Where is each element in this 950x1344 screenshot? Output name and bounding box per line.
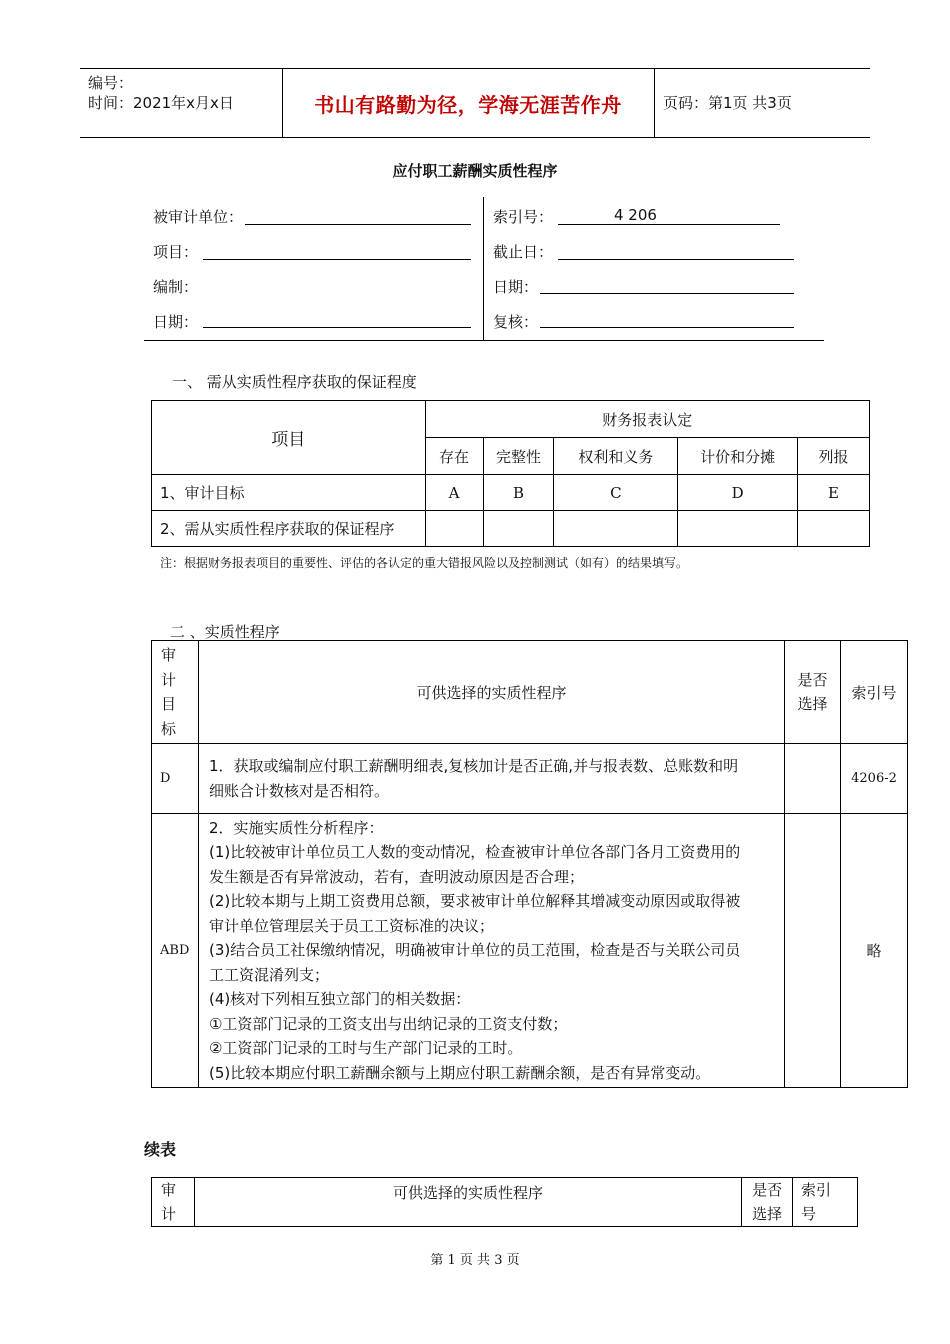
assertion-valuation: 计价和分摊: [678, 438, 798, 475]
cont-procedure-header: 可供选择的实质性程序: [194, 1178, 741, 1227]
time-label: 时间：2021年x月x日: [88, 94, 234, 112]
header-left: [80, 69, 283, 137]
row-audit-goal-label: 1、审计目标: [152, 475, 426, 511]
section2-heading: 二 、实质性程序: [170, 623, 280, 641]
form-divider: [483, 197, 484, 340]
header-motto-cell: [282, 69, 655, 137]
goal-cell: C: [554, 475, 678, 511]
form-bottom-rule: [144, 340, 824, 341]
project-field[interactable]: [203, 258, 471, 260]
continued-label: 续表: [144, 1140, 177, 1159]
item-header: 项目: [152, 401, 426, 475]
assertion-existence: 存在: [425, 438, 483, 475]
date-right-field[interactable]: [540, 292, 794, 294]
assurance-input[interactable]: [425, 511, 483, 547]
page-header: [80, 68, 870, 138]
row-assurance-label: 2、需从实质性程序获取的保证程序: [152, 511, 426, 547]
assertion-header: 财务报表认定: [425, 401, 869, 438]
cutoff-label: 截止日：: [493, 243, 554, 261]
col-select-header: 是否 选择: [785, 641, 841, 744]
page-label: 页码：第1页 共3页: [663, 94, 792, 112]
page-footer: 第 1 页 共 3 页: [430, 1253, 520, 1268]
row1-select[interactable]: [785, 744, 841, 814]
assurance-input[interactable]: [483, 511, 554, 547]
cont-goal-header: 审 计: [152, 1178, 195, 1227]
goal-cell: A: [425, 475, 483, 511]
goal-cell: D: [678, 475, 798, 511]
row2-index: 略: [841, 814, 908, 1088]
goal-cell: B: [483, 475, 554, 511]
assertion-completeness: 完整性: [483, 438, 554, 475]
goal-cell: E: [798, 475, 870, 511]
project-label: 项目：: [153, 243, 199, 261]
assurance-table: [151, 400, 870, 547]
continued-table: [151, 1177, 858, 1227]
document-title: 应付职工薪酬实质性程序: [392, 162, 558, 180]
col-index-header: 索引号: [841, 641, 908, 744]
audited-unit-field[interactable]: [245, 223, 471, 225]
row1-procedure: 1．获取或编制应付职工薪酬明细表,复核加计是否正确,并与报表数、总账数和明 细账合计数核对是否相符。: [198, 744, 784, 814]
date-right-label: 日期：: [493, 278, 539, 296]
row2-select[interactable]: [785, 814, 841, 1088]
assurance-input[interactable]: [798, 511, 870, 547]
assurance-input[interactable]: [678, 511, 798, 547]
motto: 书山有路勤为径，学海无涯苦作舟: [314, 92, 622, 117]
col-goal-header: 审 计 目 标: [152, 641, 199, 744]
procedures-table: [151, 640, 908, 1088]
review-label: 复核：: [493, 313, 539, 331]
assertion-presentation: 列报: [798, 438, 870, 475]
date-left-field[interactable]: [203, 326, 471, 328]
index-value: 4 206: [614, 206, 657, 224]
cont-select-header: 是否 选择: [742, 1178, 793, 1227]
row1-index: 4206-2: [841, 744, 908, 814]
header-right: [655, 69, 870, 137]
row2-goal: ABD: [152, 814, 199, 1088]
assertion-rights: 权利和义务: [554, 438, 678, 475]
number-label: 编号：: [88, 74, 134, 92]
index-field[interactable]: [558, 223, 780, 225]
index-label: 索引号：: [493, 208, 554, 226]
cont-index-header: 索引 号: [793, 1178, 858, 1227]
date-left-label: 日期：: [153, 313, 199, 331]
col-procedure-header: 可供选择的实质性程序: [198, 641, 784, 744]
row2-procedure: 2．实施实质性分析程序： (1)比较被审计单位员工人数的变动情况，检查被审计单位各部门各月工资费用的 发生额是否有异常波动，若有，查明波动原因是否合理； (2)比较本期与上期工资费用总额，要求被审计单位解释其增减变动原因或取得被 审计单位管理层关于员工工资标准的决议； (3)结合员工社保缴纳情况，明确被审计单位的员工范围，检查是否与关联公司员 工工资混淆列支； (4)核对下列相互独立部门的相关数据： ①工资部门记录的工资支出与出纳记录的工资支付数； ②工资部门记录的工时与生产部门记录的工时。 (5)比较本期应付职工薪酬余额与上期应付职工薪酬余额，是否有异常变动。: [198, 814, 784, 1088]
cutoff-field[interactable]: [558, 258, 794, 260]
review-field[interactable]: [540, 326, 794, 328]
section1-note: 注：根据财务报表项目的重要性、评估的各认定的重大错报风险以及控制测试（如有）的结果填写。: [160, 556, 689, 570]
row1-goal: D: [152, 744, 199, 814]
section1-heading: 一、 需从实质性程序获取的保证程度: [172, 373, 417, 391]
assurance-input[interactable]: [554, 511, 678, 547]
prepared-label: 编制：: [153, 278, 199, 296]
audited-unit-label: 被审计单位：: [153, 208, 244, 226]
